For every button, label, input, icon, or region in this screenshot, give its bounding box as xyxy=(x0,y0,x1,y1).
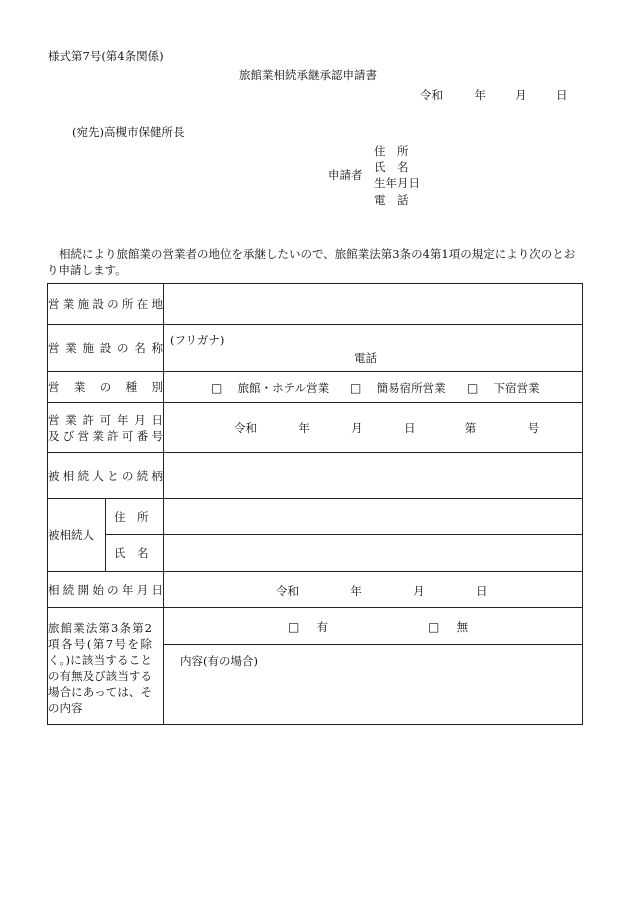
permit-number-prefix: 第 xyxy=(464,421,477,435)
type-label-cell xyxy=(48,372,164,403)
decedent-address-label-cell xyxy=(106,499,164,535)
permit-date-label: 営業許可年月日 xyxy=(48,412,163,427)
option-boarding[interactable] xyxy=(467,380,540,396)
article-label: 旅館業法第3条第2項各号(第7号を除く。)に該当することの有無及び該当する場合にあっては、その内容 xyxy=(48,621,152,715)
option-simple-lodging[interactable] xyxy=(350,380,446,396)
row-relationship xyxy=(48,453,583,499)
phone-label: 電話 xyxy=(354,351,377,365)
row-location xyxy=(48,284,583,325)
permit-year: 年 xyxy=(298,421,310,435)
inheritance-date-line xyxy=(276,583,487,599)
application-form-table xyxy=(47,283,583,725)
option-no[interactable] xyxy=(428,619,468,635)
permit-number-suffix: 号 xyxy=(527,421,540,435)
article-content-cell[interactable] xyxy=(164,645,583,725)
relation-label-cell xyxy=(48,453,164,499)
permit-date-line xyxy=(234,420,539,436)
permit-number-label: 及び営業許可番号 xyxy=(48,428,163,443)
page-title: 旅館業相続承継承認申請書 xyxy=(239,68,377,82)
form-number: 様式第7号(第4条関係) xyxy=(48,49,164,63)
inheritance-start-label: 相続開始の年月日 xyxy=(48,582,163,597)
decedent-label-cell xyxy=(48,499,106,572)
applicant-phone-label: 電 話 xyxy=(374,193,409,207)
option-ryokan-hotel[interactable] xyxy=(211,380,329,396)
option-yes-label: 有 xyxy=(316,620,329,634)
location-input-cell[interactable] xyxy=(164,284,583,325)
start-era: 令和 xyxy=(276,584,299,598)
decedent-name-input-cell[interactable] xyxy=(164,535,583,572)
article-label-cell xyxy=(48,608,164,725)
inheritance-start-input-cell[interactable] xyxy=(164,572,583,608)
addressee: (宛先)高槻市保健所長 xyxy=(72,125,185,139)
option-ryokan-hotel-label: 旅館・ホテル営業 xyxy=(237,381,330,395)
business-type-label: 営業の種別 xyxy=(48,380,163,394)
row-permit xyxy=(48,403,583,453)
checkbox-icon[interactable]: □ xyxy=(211,381,223,395)
facility-name-label: 営業施設の名称 xyxy=(48,341,163,355)
content-label: 内容(有の場合) xyxy=(180,654,258,668)
row-business-type xyxy=(48,372,583,403)
row-decedent-address xyxy=(48,499,583,535)
checkbox-icon[interactable]: □ xyxy=(428,620,440,634)
checkbox-icon[interactable]: □ xyxy=(350,381,362,395)
facility-name-input-cell[interactable] xyxy=(164,325,583,372)
permit-day: 日 xyxy=(403,421,416,435)
start-day: 日 xyxy=(475,584,488,598)
article-yesno-cell xyxy=(164,608,583,645)
checkbox-icon[interactable]: □ xyxy=(467,381,479,395)
permit-input-cell[interactable] xyxy=(164,403,583,453)
option-boarding-label: 下宿営業 xyxy=(493,381,540,395)
option-simple-lodging-label: 簡易宿所営業 xyxy=(376,381,446,395)
furigana-label: (フリガナ) xyxy=(170,333,225,347)
location-label-cell xyxy=(48,284,164,325)
relationship-label: 被相続人との続柄 xyxy=(48,468,163,483)
date-day: 日 xyxy=(555,88,568,102)
row-article-yesno xyxy=(48,608,583,645)
option-yes[interactable] xyxy=(288,619,328,635)
applicant-name-label: 氏 名 xyxy=(374,160,409,174)
applicant-birthdate-label: 生年月日 xyxy=(374,176,420,190)
row-decedent-name xyxy=(48,535,583,572)
date-era: 令和 xyxy=(420,88,443,102)
name-label-cell xyxy=(48,325,164,372)
row-facility-name xyxy=(48,325,583,372)
date-month: 月 xyxy=(515,88,527,102)
date-year: 年 xyxy=(474,88,486,102)
intro-text: 相続により旅館業の営業者の地位を承継したいので、旅館業法第3条の4第1項の規定により次のとおり申請します。 xyxy=(47,247,576,277)
decedent-label: 被相続人 xyxy=(48,528,94,542)
start-month: 月 xyxy=(413,584,425,598)
decedent-address-input-cell[interactable] xyxy=(164,499,583,535)
relationship-input-cell[interactable] xyxy=(164,453,583,499)
decedent-name-label-cell xyxy=(106,535,164,572)
applicant-label: 申請者 xyxy=(328,168,363,182)
decedent-name-label: 氏 名 xyxy=(114,546,149,560)
start-label-cell xyxy=(48,572,164,608)
row-inheritance-start xyxy=(48,572,583,608)
applicant-address-label: 住 所 xyxy=(374,144,409,158)
date-line xyxy=(420,87,567,103)
permit-label-cell xyxy=(48,403,164,453)
decedent-address-label: 住 所 xyxy=(114,509,149,524)
location-label: 営業施設の所在地 xyxy=(48,297,163,311)
permit-month: 月 xyxy=(351,421,363,435)
checkbox-icon[interactable]: □ xyxy=(288,620,300,634)
business-type-options xyxy=(164,372,583,403)
option-no-label: 無 xyxy=(456,620,469,634)
permit-era: 令和 xyxy=(234,421,257,435)
start-year: 年 xyxy=(350,584,362,598)
